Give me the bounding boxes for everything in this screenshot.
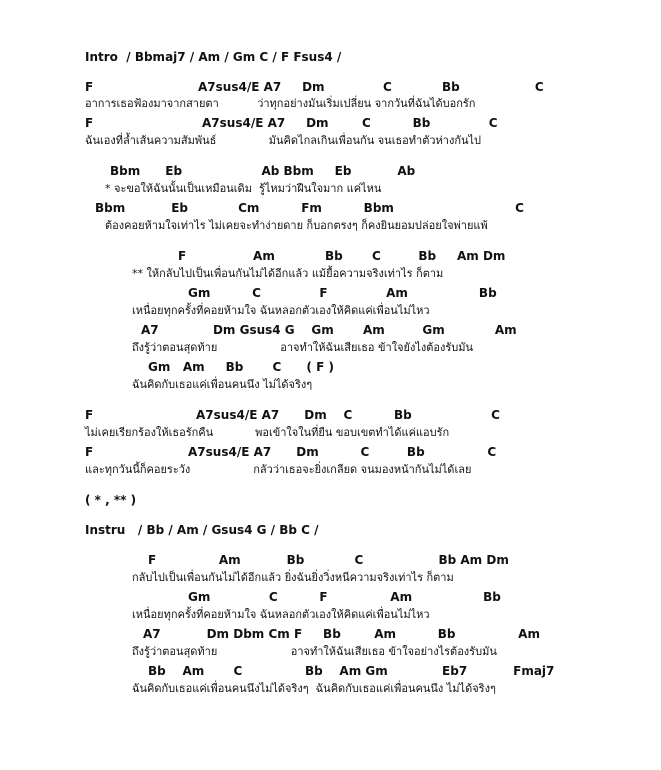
lyric-line: ไม่เคยเรียกร้องให้เธอรักคืน พอเข้าใจในที่ยืน ขอบเขตทำได้แค่แอบรัก (85, 426, 450, 439)
chord-line: F (85, 80, 94, 94)
lyric-line: ** ให้กลับไปเป็นเพื่อนกันไม่ได้อีกแล้ว แม้ยื้อความจริงเท่าไร ก็ตาม (132, 267, 444, 280)
chord-line: A7sus4/E A7 Dm C Bb C (202, 116, 498, 130)
chord-line: F Am Bb C Bb Am Dm (148, 553, 509, 567)
chord-line: A7sus4/E A7 Dm C Bb C (198, 80, 544, 94)
lyric-line: อาการเธอฟ้องมาจากสายตา ว่าทุกอย่างมันเริ่มเปลี่ยน จากวันที่ฉันได้บอกรัก (85, 97, 476, 110)
lyric-line: กลับไปเป็นเพื่อนกันไม่ได้อีกแล้ว ยิ่งฉันยิ่งวิ่งหนีความจริงเท่าไร ก็ตาม (132, 571, 454, 584)
chord-line: F (85, 116, 94, 130)
chord-line: A7sus4/E A7 Dm C Bb C (188, 445, 497, 459)
lyric-line: ถึงรู้ว่าตอนสุดท้าย อาจทำให้ฉันเสียเธอ ข้าใจอย่างไรต้องรับมัน (132, 645, 497, 658)
chord-line: Bbm Eb Ab Bbm Eb Ab (110, 164, 416, 178)
lyric-line: ฉันคิดกับเธอแค่เพื่อนคนนึงไม่ได้จริงๆ ฉันคิดกับเธอแค่เพื่อนคนนึง ไม่ได้จริงๆ (132, 682, 496, 695)
chord-line: Gm C F Am Bb (188, 286, 497, 300)
chord-line: Bbm Eb Cm Fm Bbm C (95, 201, 524, 215)
chord-line: A7sus4/E A7 Dm C Bb C (196, 408, 500, 422)
lyric-line: เหนื่อยทุกครั้งที่คอยห้ามใจ ฉันหลอกตัวเองให้คิดแค่เพื่อนไม่ไหว (132, 608, 430, 621)
lyric-line: ถึงรู้ว่าตอนสุดท้าย อาจทำให้ฉันเสียเธอ ข้าใจยังไงต้องรับมัน (132, 341, 474, 354)
chord-line: F (85, 445, 94, 459)
section-line: Instru / Bb / Am / Gsus4 G / Bb C / (85, 523, 319, 537)
chord-line: Gm C F Am Bb (188, 590, 501, 604)
section-line: Intro / Bbmaj7 / Am / Gm C / F Fsus4 / (85, 50, 342, 64)
chord-line: A7 Dm Dbm Cm F Bb Am Bb Am (143, 627, 540, 641)
chord-line: Bb Am C Bb Am Gm Eb7 Fmaj7 (148, 664, 555, 678)
chord-line: Gm Am Bb C ( F ) (148, 360, 334, 374)
lyric-line: ฉันเองที่ล้ำเส้นความสัมพันธ์ มันคิดไกลเกินเพื่อนกัน จนเธอทำตัวห่างกันไป (85, 134, 482, 147)
lyric-line: และทุกวันนี้ก็คอยระวัง กลัวว่าเธอจะยิ่งเกลียด จนมองหน้ากันไม่ได้เลย (85, 463, 472, 476)
section-line: ( * , ** ) (85, 493, 137, 507)
chord-line: A7 Dm Gsus4 G Gm Am Gm Am (141, 323, 517, 337)
chord-line: F (85, 408, 94, 422)
lyric-line: เหนื่อยทุกครั้งที่คอยห้ามใจ ฉันหลอกตัวเองให้คิดแค่เพื่อนไม่ไหว (132, 304, 430, 317)
chord-line: F Am Bb C Bb Am Dm (178, 249, 506, 263)
lyric-line: ต้องคอยห้ามใจเท่าไร ไม่เคยจะทำง่ายดาย ก็บอกตรงๆ ก็คงยินยอมปล่อยใจพ่ายแพ้ (105, 219, 488, 232)
lyric-line: ฉันคิดกับเธอแค่เพื่อนคนนึง ไม่ได้จริงๆ (132, 378, 313, 391)
lyric-line: * จะขอให้ฉันนั้นเป็นเหมือนเดิม รู้ไหมว่าฝืนใจมาก แค่ไหน (105, 182, 382, 195)
